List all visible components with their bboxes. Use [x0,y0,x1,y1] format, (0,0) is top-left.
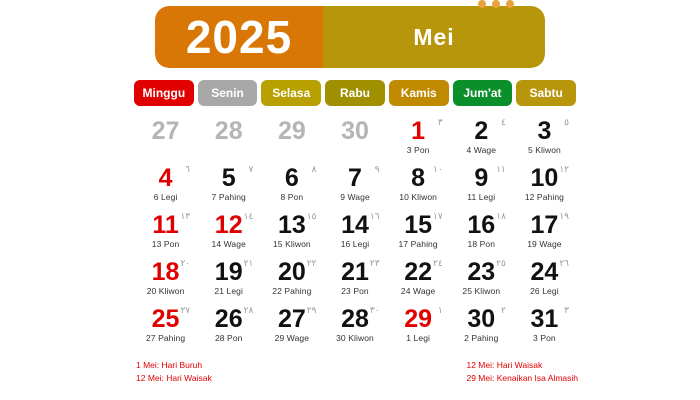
holiday-notes [136,360,578,383]
hijri-date: ١٥ [306,211,317,221]
holiday-notes-right [466,360,578,383]
day-cell[interactable] [260,304,323,351]
holiday-notes-left [136,360,212,383]
day-number: 12 [214,211,243,239]
javanese-date: 3 Pon [533,333,556,344]
javanese-date: 3 Pon [406,145,430,156]
javanese-date: 27 Pahing [145,333,186,344]
day-number: 11 [152,211,179,239]
hijri-date: ٢٩ [306,305,317,315]
javanese-date: 15 Kliwon [272,239,311,250]
year-box [155,6,323,68]
day-cell[interactable] [134,116,197,163]
hijri-date: ٢٠ [180,258,191,268]
day-number: 5 [221,164,236,192]
javanese-date: 5 Kliwon [527,145,561,156]
hijri-date: ٦ [185,164,191,174]
javanese-date: 9 Wage [340,192,370,203]
javanese-date: 4 Wage [466,145,497,156]
year-label: 2025 [185,11,293,63]
day-cell[interactable] [387,116,450,163]
weekday-header-sabtu: Sabtu [516,80,576,106]
hijri-date: ٤ [501,117,506,127]
hijri-date: ١٦ [369,211,380,221]
javanese-date: 12 Pahing [524,192,564,203]
javanese-date: 7 Pahing [211,192,246,203]
hijri-date: ١٣ [180,211,191,221]
hijri-date: ٢٦ [559,258,569,268]
hijri-date: ٢١ [243,258,254,268]
calendar-header [155,6,545,68]
weekday-header-jumat: Jum'at [453,80,513,106]
day-number: 19 [214,258,243,286]
dot-icon [478,0,486,8]
day-cell[interactable] [513,210,576,257]
day-cell[interactable] [260,116,323,163]
javanese-date: 2 Pahing [464,333,499,344]
javanese-date: 21 Legi [214,286,243,297]
javanese-date: 23 Pon [341,286,369,297]
day-number: 2 [474,117,489,145]
hijri-date: ٢٤ [433,258,443,268]
javanese-date: 30 Kliwon [336,333,374,344]
javanese-date: 19 Wage [527,239,562,250]
hijri-date: ١٩ [559,211,569,221]
day-number: 29 [277,117,306,145]
weekday-header-selasa: Selasa [261,80,321,106]
day-cell[interactable] [323,210,386,257]
javanese-date: 17 Pahing [398,239,438,250]
hijri-date: ١٢ [559,164,569,174]
day-number: 18 [151,258,180,286]
day-number: 28 [341,305,369,333]
day-cell[interactable] [323,163,386,210]
javanese-date: 10 Kliwon [399,192,438,203]
day-cell[interactable] [197,257,260,304]
dot-icon [506,0,514,8]
calendar-grid [134,116,576,351]
day-number: 21 [341,258,369,286]
day-cell[interactable] [323,116,386,163]
day-number: 31 [530,305,559,333]
javanese-date: 8 Pon [280,192,304,203]
holiday-note: 12 Mei: Hari Waisak [466,360,543,370]
day-cell[interactable] [197,304,260,351]
day-cell[interactable] [260,257,323,304]
day-number: 16 [467,211,496,239]
day-cell[interactable] [134,257,197,304]
javanese-date: 25 Kliwon [462,286,501,297]
day-cell[interactable] [134,163,197,210]
hijri-date: ٢٥ [496,258,506,268]
day-number: 29 [404,305,433,333]
day-cell[interactable] [450,257,513,304]
day-cell[interactable] [260,163,323,210]
day-cell[interactable] [387,257,450,304]
hijri-date: ٣ [564,305,569,315]
day-number: 6 [284,164,299,192]
day-number: 13 [277,211,306,239]
javanese-date: 13 Pon [151,239,180,250]
day-number: 23 [467,258,496,286]
day-cell[interactable] [323,304,386,351]
javanese-date: 29 Wage [274,333,310,344]
weekday-header-minggu: Minggu [134,80,194,106]
day-cell[interactable] [513,257,576,304]
hijri-date: ٣٠ [369,305,380,315]
javanese-date: 14 Wage [211,239,246,250]
hijri-date: ٣ [437,117,443,127]
hijri-date: ٢٨ [243,305,254,315]
decoration-dots [478,0,514,8]
holiday-note: 12 Mei: Hari Waisak [136,372,212,383]
javanese-date: 24 Wage [400,286,436,297]
weekday-header-rabu: Rabu [325,80,385,106]
month-box [323,6,545,68]
day-cell[interactable] [197,210,260,257]
day-cell[interactable] [134,304,197,351]
day-number: 27 [151,117,180,145]
day-number: 14 [341,211,369,239]
hijri-date: ٢٢ [306,258,317,268]
hijri-date: ١٨ [496,211,506,221]
weekday-header-senin: Senin [198,80,258,106]
javanese-date: 1 Legi [406,333,431,344]
day-number: 20 [277,258,306,286]
day-number: 9 [474,164,489,192]
javanese-date: 20 Kliwon [146,286,185,297]
javanese-date: 11 Legi [467,192,496,203]
holiday-note: 29 Mei: Kenaikan Isa Almasih [466,372,578,383]
day-cell[interactable] [450,210,513,257]
day-number: 7 [348,164,362,192]
javanese-date: 26 Legi [530,286,559,297]
holiday-note: 1 Mei: Hari Buruh [136,360,203,370]
weekday-header-kamis: Kamis [389,80,449,106]
javanese-date: 6 Legi [153,192,178,203]
day-number: 27 [277,305,306,333]
javanese-date: 16 Legi [340,239,370,250]
day-number: 22 [404,258,433,286]
javanese-date: 18 Pon [467,239,496,250]
day-cell[interactable] [513,163,576,210]
hijri-date: ١٠ [433,164,443,174]
day-number: 15 [404,211,433,239]
hijri-date: ٩ [374,164,380,174]
day-cell[interactable] [387,210,450,257]
dot-icon [492,0,500,8]
javanese-date: 28 Pon [214,333,243,344]
day-number: 26 [214,305,243,333]
day-cell[interactable] [197,163,260,210]
day-number: 28 [214,117,243,145]
day-number: 25 [151,305,180,333]
day-cell[interactable] [513,116,576,163]
day-number: 30 [467,305,496,333]
day-cell[interactable] [387,304,450,351]
day-number: 8 [411,164,426,192]
hijri-date: ٧ [248,164,254,174]
day-number: 1 [411,117,426,145]
day-number: 4 [158,164,173,192]
day-cell[interactable] [323,257,386,304]
day-cell[interactable] [387,163,450,210]
weekday-header-row [134,80,576,106]
day-cell[interactable] [260,210,323,257]
day-cell[interactable] [450,163,513,210]
month-label: Mei [413,23,455,50]
day-number: 17 [530,211,559,239]
day-number: 3 [537,117,552,145]
day-cell[interactable] [197,116,260,163]
hijri-date: ٢ [501,305,506,315]
hijri-date: ١١ [496,164,506,174]
day-cell[interactable] [134,210,197,257]
hijri-date: ١٤ [243,211,254,221]
day-cell[interactable] [450,116,513,163]
javanese-date: 22 Pahing [272,286,312,297]
hijri-date: ١٧ [433,211,443,221]
day-cell[interactable] [513,304,576,351]
hijri-date: ٥ [564,117,569,127]
day-cell[interactable] [450,304,513,351]
day-number: 24 [530,258,559,286]
hijri-date: ٢٣ [369,258,380,268]
hijri-date: ٨ [311,164,317,174]
day-number: 10 [530,164,559,192]
hijri-date: ٢٧ [180,305,191,315]
hijri-date: ١ [437,305,443,315]
day-number: 30 [341,117,369,145]
